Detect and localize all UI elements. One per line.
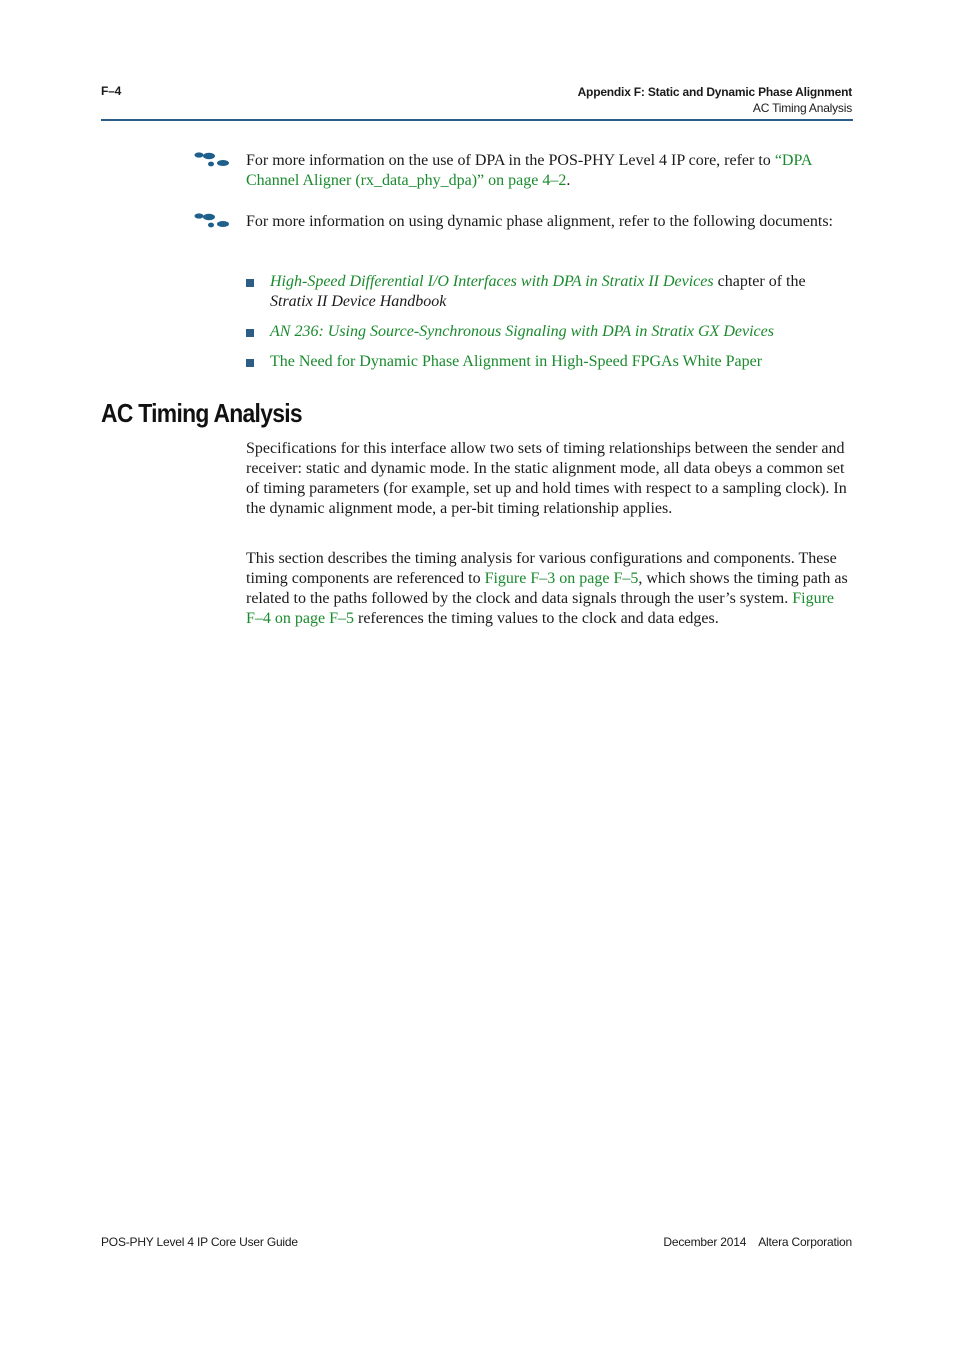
page-number: F–4 — [101, 84, 122, 98]
footer-title: POS-PHY Level 4 IP Core User Guide — [101, 1235, 298, 1249]
section-title: AC Timing Analysis — [752, 101, 852, 115]
note-text: For more information on the use of DPA in the POS-PHY Level 4 IP core, refer to — [246, 152, 771, 169]
white-paper-link[interactable]: The Need for Dynamic Phase Alignment in High-Speed FPGAs White Paper — [270, 353, 763, 370]
para-text: This section describes the timing analysis for various configurations and components. These timing components are referenced to — [246, 550, 837, 587]
footer-date: December 2014 — [663, 1235, 747, 1249]
paragraph-specifications: Specifications for this interface allow two sets of timing relationships between the sender and receiver: static and dynamic mode. In the static alignment mode, all data obeys a common set of timing parameters (for example, set up and hold times with respect to a sampling clock). In the dynamic alignment mode, a per-bit timing relationship applies. — [246, 440, 847, 517]
list-item — [246, 272, 856, 312]
header-rule — [101, 119, 853, 121]
para-text: references the timing values to the clock and data edges. — [354, 610, 719, 627]
bullet-square-icon — [246, 359, 254, 367]
stratix-ii-dpa-link[interactable]: High-Speed Differential I/O Interfaces with DPA in Stratix II Devices — [270, 273, 714, 290]
para-text: , which shows the timing path as related to the paths followed by the clock and data signals through the user’s system. — [246, 570, 848, 607]
note-dpa-documents: For more information on using dynamic phase alignment, refer to the following documents: — [246, 213, 833, 230]
figure-f3-link[interactable]: Figure F–3 on page F–5 — [484, 570, 639, 587]
running-header — [578, 84, 852, 116]
list-item-rest: chapter of the — [713, 273, 806, 290]
note-period: . — [566, 172, 571, 189]
bullet-square-icon — [246, 329, 254, 337]
an236-link[interactable]: AN 236: Using Source-Synchronous Signaling with DPA in Stratix GX Devices — [270, 323, 774, 340]
chapter-title: Appendix F: Static and Dynamic Phase Alignment — [577, 85, 852, 99]
handbook-title: Stratix II Device Handbook — [270, 293, 447, 310]
paragraph-timing-components — [246, 549, 852, 629]
footprints-icon — [193, 150, 233, 170]
dpa-channel-aligner-link[interactable]: “DPA Channel Aligner (rx_data_phy_dpa)” on page 4–2 — [246, 152, 812, 189]
list-item — [246, 322, 856, 342]
bullet-square-icon — [246, 279, 254, 287]
list-item — [246, 352, 856, 372]
note-dpa-core — [246, 151, 856, 191]
document-list — [246, 272, 856, 372]
section-heading: AC Timing Analysis — [101, 398, 302, 428]
footer-company: Altera Corporation — [758, 1235, 852, 1249]
footer-right — [663, 1235, 852, 1249]
figure-f4-link[interactable]: Figure F–4 on page F–5 — [246, 590, 835, 627]
footprints-icon — [193, 211, 233, 231]
